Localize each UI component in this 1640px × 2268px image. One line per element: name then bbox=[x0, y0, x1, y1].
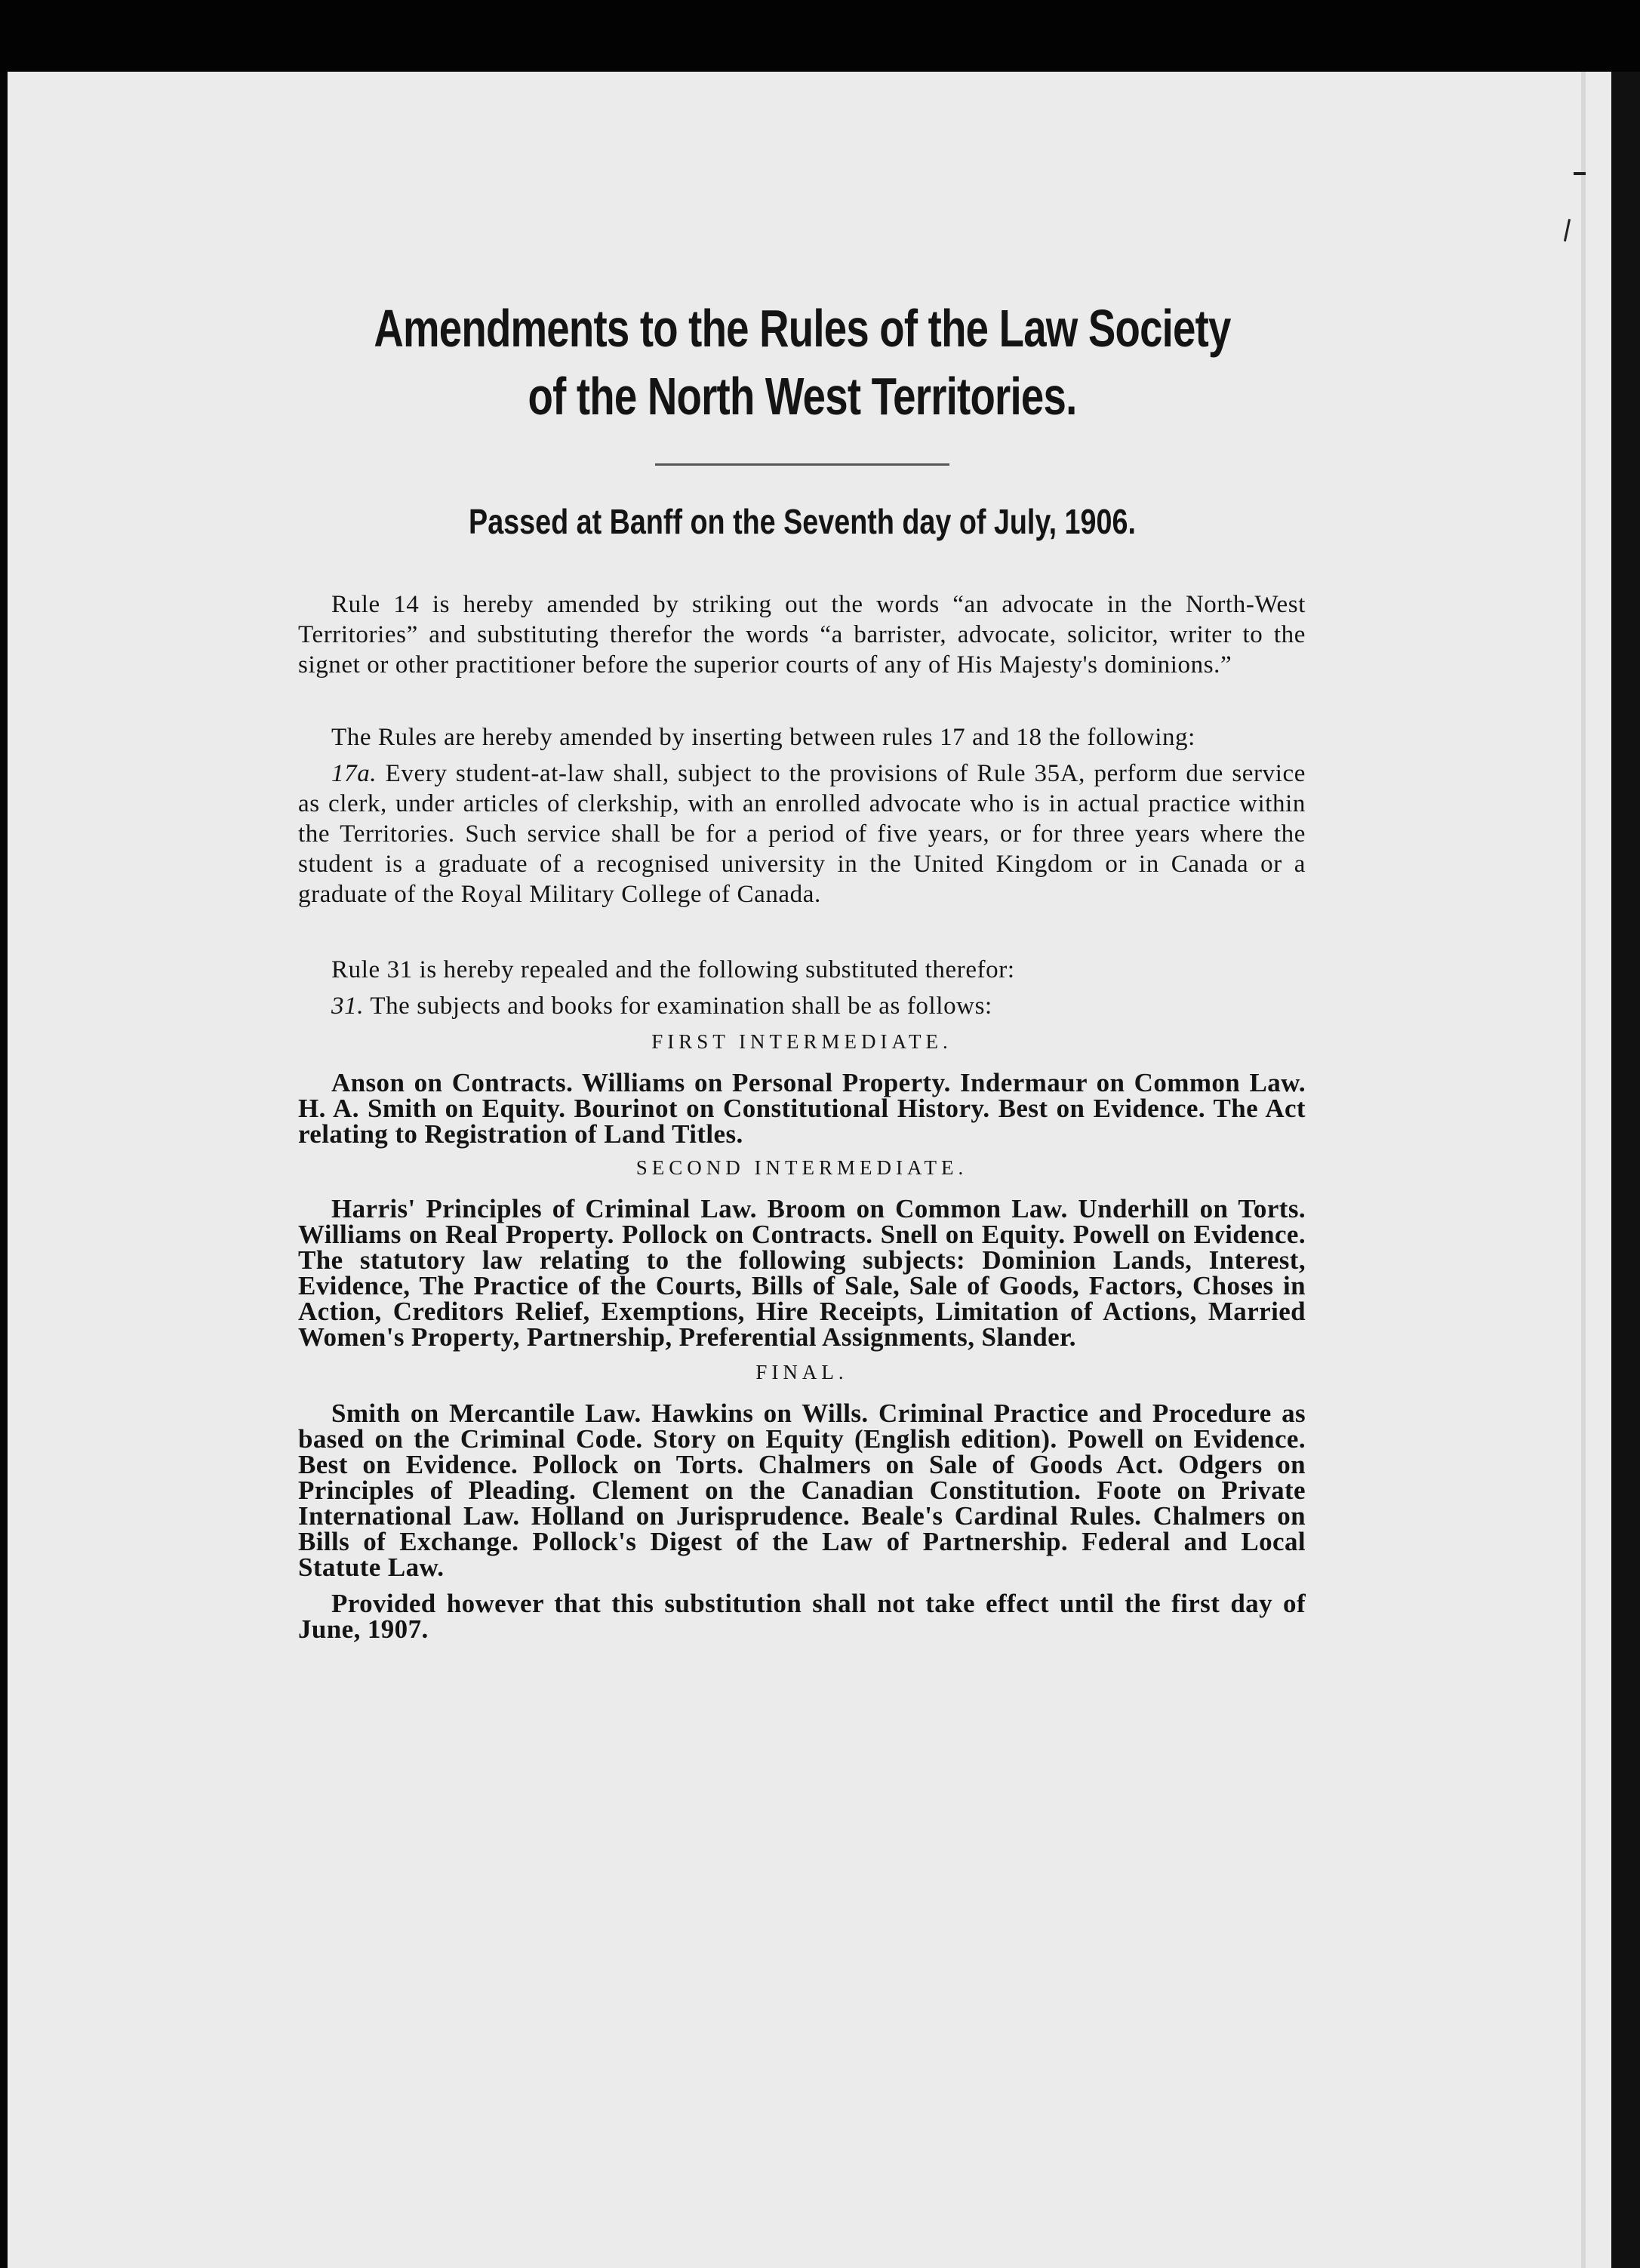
edge-mark bbox=[1574, 172, 1586, 175]
document-subtitle: Passed at Banff on the Seventh day of July, 1906. bbox=[469, 502, 1136, 541]
rule-31-text: The subjects and books for examination shall be as follows: bbox=[370, 992, 992, 1020]
document-title bbox=[299, 294, 1306, 430]
proviso-text: Provided however that this substitution shall not take effect until the first day of June, 1907. bbox=[298, 1589, 1306, 1644]
rule-17a-number: 17a. bbox=[331, 760, 377, 787]
title-divider bbox=[655, 463, 949, 466]
paragraph-rule-31: Rule 31 is hereby repealed and the following substituted therefor: bbox=[331, 956, 1015, 983]
page-fold-line bbox=[1581, 72, 1586, 2268]
rule-17a-text: Every student-at-law shall, subject to the provisions of Rule 35A, perform due service as clerk, under articles of clerkship, with an enrolled advocate who is in actual practice within the Territories. Such service shall be for a period of five years, or for three years where the student is a graduate of a recognised university in the United Kingdom or in Canada or a graduate of the Royal Military College of Canada. bbox=[298, 760, 1306, 908]
first-intermediate-text: Anson on Contracts. Williams on Personal Property. Indermaur on Common Law. H. A. Smith on Equity. Bourinot on Constitutional History. Best on Evidence. The Act relating to Registration of Land Titles. bbox=[298, 1068, 1306, 1149]
heading-second-intermediate: SECOND INTERMEDIATE. bbox=[635, 1156, 968, 1179]
rule-31-number: 31. bbox=[331, 992, 365, 1020]
rule-31 bbox=[298, 991, 1306, 1021]
scan-right-border bbox=[1611, 72, 1640, 2268]
document-content bbox=[298, 294, 1306, 1642]
title-line-2: of the North West Territories. bbox=[528, 367, 1077, 426]
second-intermediate-text: Harris' Principles of Criminal Law. Broom on Common Law. Underhill on Torts. Williams on Real Property. Pollock on Contracts. Snell on Equity. Powell on Evidence. The statutory law relating to the following subjects: Dominion Lands, Interest, Evidence, The Practice of the Courts, Bills of Sale, Sale of Goods, Factors, Choses in Action, Creditors Relief, Exemptions, Hire Receipts, Limitation of Actions, Married Women's Property, Partnership, Preferential Assignments, Slander. bbox=[298, 1194, 1306, 1352]
final-text: Smith on Mercantile Law. Hawkins on Wills. Criminal Practice and Procedure as based on the Criminal Code. Story on Equity (English edition). Powell on Evidence. Best on Evidence. Pollock on Torts. Chalmers on Sale of Goods Act. Odgers on Principles of Pleading. Clement on the Canadian Constitution. Foote on Private International Law. Holland on Jurisprudence. Beale's Cardinal Rules. Chalmers on Bills of Exchange. Pollock's Digest of the Law of Partnership. Federal and Local Statute Law. bbox=[298, 1399, 1306, 1582]
paragraph-rule-14: Rule 14 is hereby amended by striking out the words “an advocate in the North-West Territories” and substituting therefor the words “a barrister, advocate, solicitor, writer to the signet or other practitioner before the superior courts of any of His Majesty's dominions.” bbox=[298, 591, 1306, 679]
heading-first-intermediate: FIRST INTERMEDIATE. bbox=[651, 1030, 952, 1053]
scan-top-border bbox=[0, 0, 1640, 72]
heading-final: FINAL. bbox=[755, 1361, 848, 1383]
paragraph-rules-amended: The Rules are hereby amended by inserting between rules 17 and 18 the following: bbox=[331, 724, 1195, 751]
rule-17a bbox=[298, 759, 1306, 909]
title-line-1: Amendments to the Rules of the Law Society bbox=[374, 299, 1231, 358]
